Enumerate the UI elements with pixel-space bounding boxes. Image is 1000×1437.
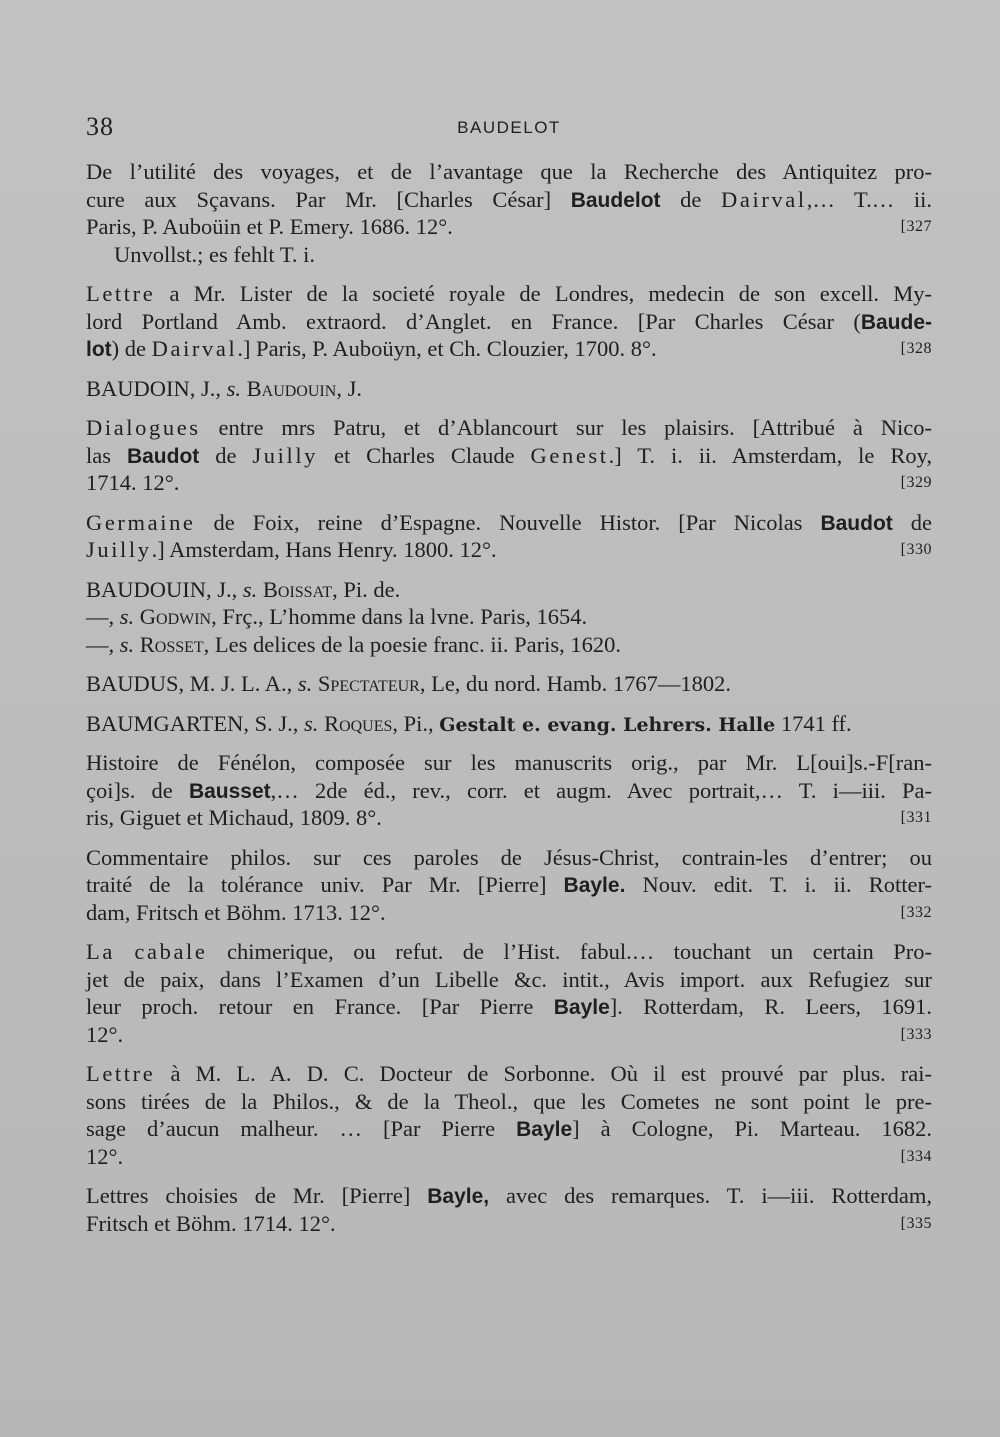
bibliography-entry xyxy=(86,710,932,738)
entry-line xyxy=(86,213,932,241)
entry-text xyxy=(115,939,134,964)
entry-line xyxy=(86,576,932,604)
entry-text: BAUDOIN, J., xyxy=(86,375,227,401)
page-header xyxy=(86,112,932,142)
bibliography-list xyxy=(86,158,932,1249)
entry-text: jet de paix, dans l’Examen d’un Libelle &c. intit., Avis import. aux Refugiez sur xyxy=(86,966,932,992)
entry-number: [328 xyxy=(900,340,932,357)
entry-line xyxy=(86,871,932,899)
entry-text: entre mrs Patru, et d’Ablancourt sur les plaisirs. [Attribué à Nico- xyxy=(200,415,932,440)
author-name: Bayle. xyxy=(563,874,626,897)
entry-text: Lettres choisies de Mr. [Pierre] xyxy=(86,1183,428,1208)
cross-reference: Boissat xyxy=(262,576,333,602)
entry-text: Unvollst.; es fehlt T. i. xyxy=(114,241,316,267)
entry-text: s. xyxy=(242,576,258,602)
cross-reference: Rosset xyxy=(139,631,204,657)
bibliography-entry xyxy=(86,670,932,698)
entry-line xyxy=(86,603,932,631)
entry-line xyxy=(86,1060,932,1088)
spaced-word: Juilly xyxy=(252,442,319,468)
author-name: Bausset xyxy=(188,779,271,803)
entry-text: Histoire de Fénélon, composée sur les manuscrits orig., par Mr. L[oui]s.-F[ran- xyxy=(86,750,932,775)
bibliography-entry xyxy=(86,280,932,363)
page-number: 38 xyxy=(86,112,114,141)
entry-number: [335 xyxy=(900,1214,932,1232)
entry-line xyxy=(86,938,932,966)
author-name: Baude- xyxy=(860,310,932,334)
entry-text: .] Paris, P. Auboüyn, et Ch. Clouzier, 1700. 8°. xyxy=(237,336,657,361)
author-name: Bayle, xyxy=(427,1185,490,1208)
bibliography-entry xyxy=(86,375,932,403)
entry-line xyxy=(86,1210,932,1238)
entry-text: s. xyxy=(119,631,135,657)
cross-reference: Baudouin xyxy=(246,375,337,401)
spaced-word: Juilly xyxy=(86,537,152,562)
entry-text: leur proch. retour en France. [Par Pierre xyxy=(86,994,554,1019)
spaced-word: Genest xyxy=(530,442,609,468)
entry-text: ris, Giguet et Michaud, 1809. 8°. xyxy=(86,805,382,830)
entry-text: ]. Rotterdam, R. Leers, 1691. xyxy=(609,994,932,1019)
entry-text: traité de la tolérance univ. Par Mr. [Pierre] xyxy=(86,872,564,897)
blackletter-text: Gestalt e. evang. Lehrers. Halle xyxy=(439,713,776,736)
entry-text: , Le, du nord. Hamb. 1767—1802. xyxy=(419,671,732,696)
entry-text: de xyxy=(660,186,722,212)
entry-text: BAUDUS, M. J. L. A., xyxy=(86,671,298,696)
entry-text: , Pi., xyxy=(392,710,440,736)
entry-text: 12°. xyxy=(86,1143,124,1169)
entry-number: [333 xyxy=(900,1025,932,1043)
bibliography-entry xyxy=(86,1060,932,1170)
entry-text: cure aux Sçavans. Par Mr. [Charles César] xyxy=(86,186,571,212)
entry-text: çoi]s. de xyxy=(86,777,189,803)
entry-line xyxy=(86,966,932,994)
entry-line xyxy=(86,993,932,1021)
bibliography-entry xyxy=(86,938,932,1048)
entry-line xyxy=(86,509,932,537)
entry-text: s. xyxy=(297,671,313,696)
entry-line xyxy=(86,710,932,738)
entry-text: , J. xyxy=(336,375,362,401)
entry-text: lord Portland Amb. extraord. d’Anglet. en France. [Par Charles César ( xyxy=(86,308,861,334)
bibliography-entry xyxy=(86,576,932,659)
entry-text: Fritsch et Böhm. 1714. 12°. xyxy=(86,1210,336,1236)
author-name: lot xyxy=(86,338,112,361)
entry-number: [331 xyxy=(900,809,932,826)
author-name: Baudelot xyxy=(570,188,661,212)
spaced-word: cabale xyxy=(134,939,208,964)
entry-text: Nouv. edit. T. i. ii. Rotter- xyxy=(625,872,932,897)
entry-text: ,… 2de éd., rev., corr. et augm. Avec portrait,… T. i—iii. Pa- xyxy=(270,777,932,803)
entry-text: s. xyxy=(304,710,319,736)
entry-text: 1714. 12°. xyxy=(86,470,180,495)
entry-line xyxy=(86,631,932,659)
entry-text: las xyxy=(86,442,127,468)
entry-line xyxy=(86,308,932,336)
entry-text: de Foix, reine d’Espagne. Nouvelle Histor. [Par Nicolas xyxy=(195,509,821,535)
cross-reference: Godwin xyxy=(139,604,212,629)
entry-text: BAUMGARTEN, S. J., xyxy=(86,710,305,736)
spaced-word: Dairval xyxy=(721,186,807,212)
entry-line xyxy=(86,186,932,214)
entry-text: ) de xyxy=(111,336,152,361)
spaced-word: Germaine xyxy=(86,509,196,535)
bibliography-entry xyxy=(86,749,932,832)
entry-text: —, xyxy=(86,604,120,629)
entry-text: .] T. i. ii. Amsterdam, le Roy, xyxy=(608,442,933,468)
entry-text: à M. L. A. D. C. Docteur de Sorbonne. Où il est prouvé par plus. rai- xyxy=(155,1061,932,1086)
entry-line xyxy=(86,1115,932,1143)
entry-text: .] Amsterdam, Hans Henry. 1800. 12°. xyxy=(151,537,497,562)
entry-number: [329 xyxy=(900,474,932,491)
entry-line xyxy=(86,1182,932,1210)
entry-text: , Les delices de la poesie franc. ii. Paris, 1620. xyxy=(203,631,622,657)
entry-line xyxy=(86,804,932,832)
entry-text: 1741 ff. xyxy=(775,710,852,736)
entry-line xyxy=(86,749,932,777)
entry-line xyxy=(86,670,932,698)
bibliography-entry xyxy=(86,844,932,927)
entry-line xyxy=(86,158,932,186)
entry-number: [332 xyxy=(900,903,932,921)
bibliography-entry xyxy=(86,1182,932,1237)
entry-text: ] à Cologne, Pi. Marteau. 1682. xyxy=(572,1116,932,1141)
entry-text: , Frç., L’homme dans la lvne. Paris, 1654. xyxy=(211,604,588,629)
entry-text: 12°. xyxy=(86,1021,124,1047)
entry-line xyxy=(86,280,932,308)
entry-text: ,… T.… ii. xyxy=(806,186,932,212)
entry-text: , Pi. de. xyxy=(332,576,401,602)
cross-reference: Roques xyxy=(324,710,393,736)
entry-text: s. xyxy=(226,375,242,401)
entry-line xyxy=(86,414,932,442)
author-name: Bayle xyxy=(516,1118,573,1141)
entry-text: sons tirées de la Philos., & de la Theol., que les Cometes ne sont point le pre- xyxy=(86,1088,932,1114)
bibliography-entry xyxy=(86,414,932,497)
entry-text: avec des remarques. T. i—iii. Rotterdam, xyxy=(489,1183,932,1208)
running-head: BAUDELOT xyxy=(457,118,561,137)
entry-line xyxy=(86,536,932,564)
entry-line xyxy=(86,241,932,269)
spaced-word: La xyxy=(86,939,115,964)
entry-line xyxy=(86,899,932,927)
spaced-word: Dairval xyxy=(151,336,238,361)
author-name: Baudot xyxy=(820,511,893,535)
author-name: Bayle xyxy=(553,996,610,1019)
entry-line xyxy=(86,1143,932,1171)
entry-text: a Mr. Lister de la societé royale de Londres, medecin de son excell. My- xyxy=(155,281,932,306)
entry-line xyxy=(86,469,932,497)
entry-text: BAUDOUIN, J., xyxy=(86,576,243,602)
entry-line xyxy=(86,442,932,470)
spaced-word: Lettre xyxy=(86,1061,156,1086)
bibliography-entry xyxy=(86,509,932,564)
entry-line xyxy=(86,335,932,363)
entry-text: Paris, P. Auboüin et P. Emery. 1686. 12°. xyxy=(86,214,453,239)
entry-number: [330 xyxy=(900,541,932,558)
entry-line xyxy=(86,777,932,805)
entry-text: —, xyxy=(86,631,120,657)
entry-line xyxy=(86,1088,932,1116)
entry-text: de xyxy=(199,442,253,468)
entry-text: sage d’aucun malheur. … [Par Pierre xyxy=(86,1116,517,1141)
entry-text: de xyxy=(892,509,932,535)
entry-text: s. xyxy=(119,604,135,629)
entry-text: et Charles Claude xyxy=(318,442,531,468)
bibliography-entry xyxy=(86,158,932,268)
author-name: Baudot xyxy=(126,444,200,468)
entry-text: De l’utilité des voyages, et de l’avantage que la Recherche des Antiquitez pro- xyxy=(86,159,932,184)
entry-line xyxy=(86,1021,932,1049)
entry-line xyxy=(86,844,932,872)
spaced-word: Dialogues xyxy=(86,415,201,440)
entry-text: Commentaire philos. sur ces paroles de Jésus-Christ, contrain-les d’entrer; ou xyxy=(86,844,932,870)
entry-line xyxy=(86,375,932,403)
entry-text: chimerique, ou refut. de l’Hist. fabul.… touchant un certain Pro- xyxy=(207,939,933,964)
entry-number: [334 xyxy=(900,1147,932,1165)
entry-number: [327 xyxy=(900,218,932,235)
cross-reference: Spectateur xyxy=(317,671,420,696)
spaced-word: Lettre xyxy=(86,281,156,306)
entry-text: dam, Fritsch et Böhm. 1713. 12°. xyxy=(86,899,386,925)
